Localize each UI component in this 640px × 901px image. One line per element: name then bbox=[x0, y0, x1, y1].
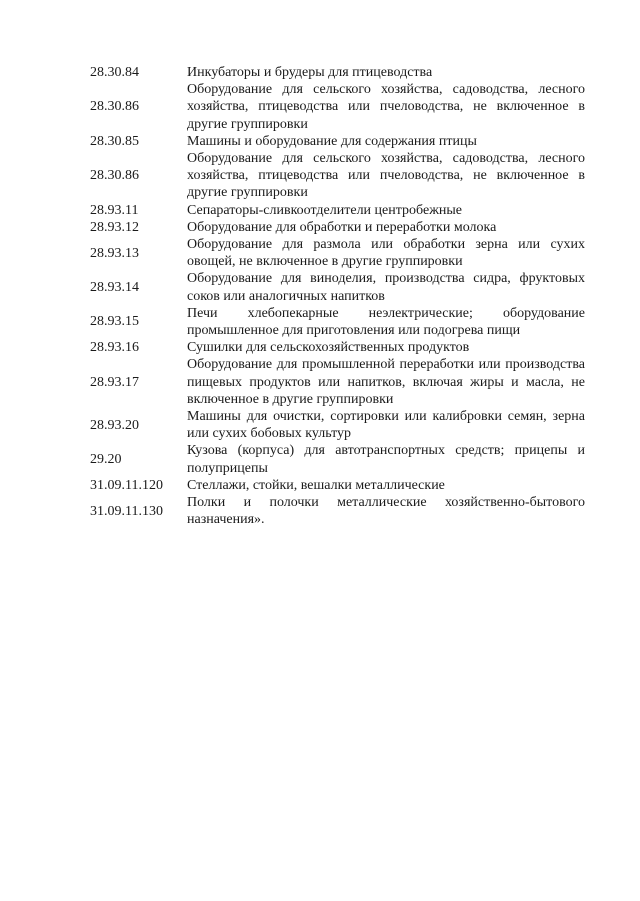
table-row bbox=[90, 477, 585, 494]
row-code: 31.09.11.120 bbox=[90, 477, 163, 493]
row-description: Оборудование для промышленной переработки или производства пищевых продуктов или напитков, включая жиры и масла, не включенное в другие группировки bbox=[187, 357, 585, 407]
row-code: 28.30.84 bbox=[90, 65, 139, 80]
row-code: 31.09.11.130 bbox=[90, 503, 163, 519]
row-code: 28.93.15 bbox=[90, 314, 139, 330]
row-code: 28.30.86 bbox=[90, 168, 139, 184]
row-description: Сушилки для сельскохозяйственных продуктов bbox=[187, 340, 470, 356]
table-row bbox=[90, 270, 585, 304]
row-description: Оборудование для размола или обработки зерна или сухих овощей, не включенное в другие группировки bbox=[187, 237, 585, 270]
row-description: Кузова (корпуса) для автотранспортных средств; прицепы и полуприцепы bbox=[187, 443, 585, 476]
row-code: 28.93.12 bbox=[90, 219, 139, 235]
row-description: Оборудование для виноделия, производства сидра, фруктовых соков или аналогичных напитков bbox=[187, 271, 585, 304]
table-row bbox=[90, 133, 585, 150]
row-description: Машины для очистки, сортировки или калибровки семян, зерна или сухих бобовых культур bbox=[187, 409, 585, 442]
row-code: 28.93.20 bbox=[90, 417, 139, 433]
row-description: Машины и оборудование для содержания птицы bbox=[187, 133, 477, 149]
row-description: Оборудование для сельского хозяйства, садоводства, лесного хозяйства, птицеводства или пчеловодства, не включенное в другие группировки bbox=[187, 82, 585, 132]
row-description: Сепараторы-сливкоотделители центробежные bbox=[187, 202, 462, 218]
codes-table bbox=[90, 64, 585, 528]
table-row bbox=[90, 305, 585, 339]
table-row bbox=[90, 442, 585, 476]
row-code: 28.93.17 bbox=[90, 374, 139, 390]
table-row bbox=[90, 150, 585, 202]
row-description: Полки и полочки металлические хозяйственно-бытового назначения». bbox=[187, 495, 585, 528]
row-description: Оборудование для сельского хозяйства, садоводства, лесного хозяйства, птицеводства или пчеловодства, не включенное в другие группировки bbox=[187, 151, 585, 201]
table-row bbox=[90, 64, 585, 81]
row-description: Оборудование для обработки и переработки молока bbox=[187, 219, 497, 235]
row-code: 29.20 bbox=[90, 452, 122, 468]
table-row bbox=[90, 408, 585, 442]
row-code: 28.93.13 bbox=[90, 245, 139, 261]
row-code: 28.30.85 bbox=[90, 133, 139, 149]
row-description: Инкубаторы и брудеры для птицеводства bbox=[187, 65, 433, 80]
table-row bbox=[90, 356, 585, 408]
row-code: 28.93.14 bbox=[90, 280, 139, 296]
row-code: 28.30.86 bbox=[90, 99, 139, 115]
row-code: 28.93.16 bbox=[90, 340, 139, 356]
table-row bbox=[90, 339, 585, 356]
row-description: Печи хлебопекарные неэлектрические; оборудование промышленное для приготовления или подогрева пищи bbox=[187, 305, 585, 339]
table-row bbox=[90, 236, 585, 270]
row-code: 28.93.11 bbox=[90, 202, 139, 218]
table-row bbox=[90, 202, 585, 219]
row-description: Стеллажи, стойки, вешалки металлические bbox=[187, 477, 445, 493]
table-row bbox=[90, 81, 585, 133]
table-row bbox=[90, 219, 585, 236]
table-row bbox=[90, 494, 585, 528]
